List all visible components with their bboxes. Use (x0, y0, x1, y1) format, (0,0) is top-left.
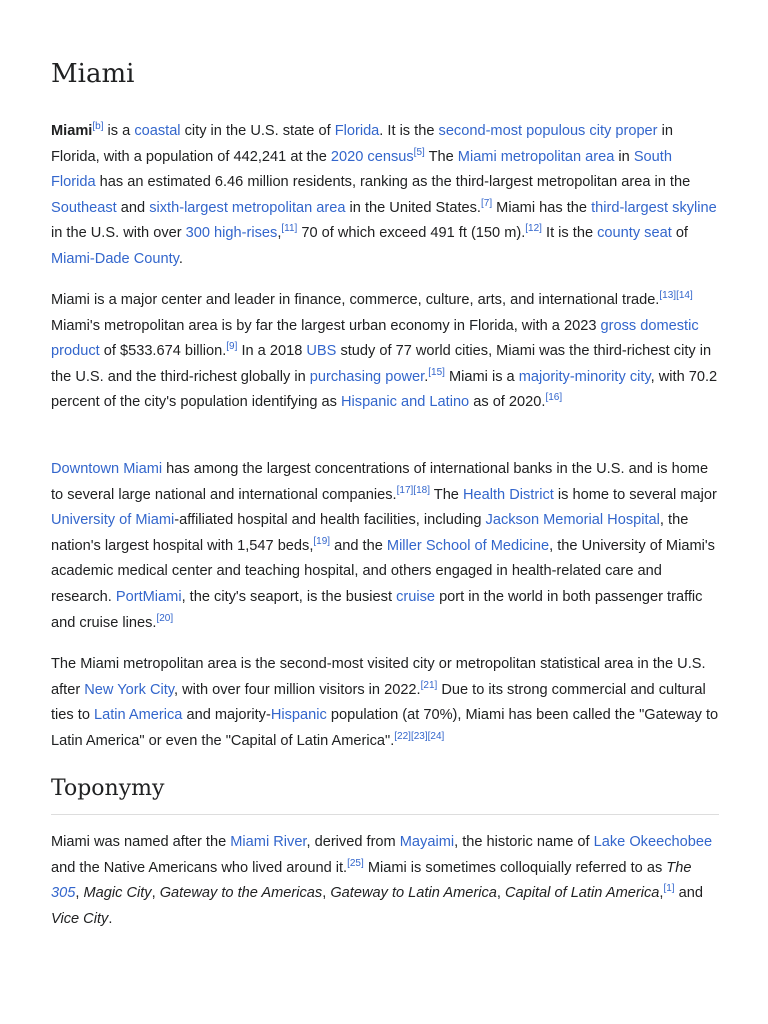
ref-link-9[interactable]: [9] (226, 341, 238, 353)
link-latin-america[interactable]: Latin America (94, 707, 183, 724)
link-coastal[interactable]: coastal (134, 123, 181, 139)
link-third-largest-skyline[interactable]: third-largest skyline (591, 199, 717, 216)
link-gross-domestic-product[interactable]: gross domestic product (51, 317, 699, 360)
ref-link-14[interactable]: [14] (676, 290, 693, 302)
link-new-york-city[interactable]: New York City (84, 681, 175, 698)
link-majority-minority-city[interactable]: majority-minority city (518, 368, 651, 385)
downtown-paragraph: Downtown Miami has among the largest concentrations of international banks in the U.S. and is home to several large national and international companies.[17][18] The Health District is home to several major University of Miami-affiliated hospital and health facilities, including Jackson Memorial Hospital, the nation's largest hospital with 1,547 beds,[19] and the Miller School of Medicine, the University of Miami's academic medical center and teaching hospital, and others engaged in health-related care and research. PortMiami, the city's seaport, is the busiest cruise port in the world in both passenger traffic and cruise lines.[20] (51, 461, 717, 631)
toponymy-paragraph: Miami was named after the Miami River, derived from Mayaimi, the historic name of Lake Okeechobee and the Native Americans who lived around it.[25] Miami is sometimes colloquially referred to as The 305, Magic City, Gateway to the Americas, Gateway to Latin America, Capital of Latin America,[1] and Vice City. (51, 834, 713, 927)
link-county-seat[interactable]: county seat (597, 225, 672, 242)
link-hispanic[interactable]: Hispanic (270, 707, 327, 724)
link-purchasing-power[interactable]: purchasing power (309, 368, 425, 385)
tourism-paragraph: The Miami metropolitan area is the second-most visited city or metropolitan statistical area in the U.S. after New York City, with over four million visitors in 2022.[21] Due to its strong commercial and cultural ties to Latin America and majority-Hispanic population (at 70%), Miami has been called the "Gateway to Latin America" or even the "Capital of Latin America".[22][23][24] (51, 656, 719, 749)
ref-link-23[interactable]: [23] (410, 730, 428, 742)
intro-paragraph: Miami[b] is a coastal city in the U.S. state of Florida. It is the second-most populous city proper in Florida, with a population of 442,241 at the 2020 census[5] The Miami metropolitan area in South Florida has an estimated 6.46 million residents, ranking as the third-largest metropolitan area in the Southeast and sixth-largest metropolitan area in the United States.[7] Miami has the third-largest skyline in the U.S. with over 300 high-rises,[11] 70 of which exceed 491 ft (150 m).[12] It is the county seat of Miami-Dade County. (51, 121, 717, 267)
link-high-rises[interactable]: 300 high-rises (185, 225, 278, 242)
ref-link-7[interactable]: [7] (480, 197, 493, 209)
ref-link-17[interactable]: [17] (396, 484, 414, 496)
link-lake-okeechobee[interactable]: Lake Okeechobee (593, 834, 713, 850)
ref-link-5[interactable]: [5] (413, 146, 425, 158)
link-portmiami[interactable]: PortMiami (115, 588, 182, 605)
link-sixth-largest-metro[interactable]: sixth-largest metropolitan area (149, 199, 346, 216)
link-florida[interactable]: Florida (334, 123, 380, 139)
link-jackson-memorial-hospital[interactable]: Jackson Memorial Hospital (485, 512, 660, 529)
link-miami-river[interactable]: Miami River (230, 834, 307, 850)
economy-paragraph: Miami is a major center and leader in finance, commerce, culture, arts, and international trade.[13][14] Miami's metropolitan area is by far the largest urban economy in Florida, with a 2023 gross domestic product of $533.674 billion.[9] In a 2018 UBS study of 77 world cities, Miami was the third-richest city in the U.S. and the third-richest globally in purchasing power.[15] Miami is a majority-minority city, with 70.2 percent of the city's population identifying as Hispanic and Latino as of 2020.[16] (51, 290, 718, 411)
ref-link-11[interactable]: [11] (281, 223, 298, 235)
link-miller-school-of-medicine[interactable]: Miller School of Medicine (386, 537, 550, 554)
link-cruise[interactable]: cruise (396, 588, 436, 605)
link-south-florida[interactable]: South Florida (51, 148, 672, 191)
link-hispanic-and-latino[interactable]: Hispanic and Latino (340, 394, 470, 411)
ref-link-18[interactable]: [18] (413, 484, 430, 496)
ref-link-25[interactable]: [25] (347, 857, 364, 869)
link-2020-census[interactable]: 2020 census (330, 148, 414, 165)
ref-link-24[interactable]: [24] (427, 730, 445, 742)
link-university-of-miami[interactable]: University of Miami (51, 512, 175, 529)
link-southeast[interactable]: Southeast (51, 199, 117, 216)
link-miami-metropolitan-area[interactable]: Miami metropolitan area (457, 148, 615, 165)
link-305[interactable]: 305 (51, 885, 76, 902)
link-ubs[interactable]: UBS (306, 343, 337, 360)
ref-link-21[interactable]: [21] (420, 679, 438, 691)
note-link-b[interactable]: [b] (92, 121, 104, 133)
ref-link-22[interactable]: [22] (394, 730, 411, 742)
link-second-most-populous[interactable]: second-most populous city proper (438, 123, 658, 139)
ref-link-12[interactable]: [12] (525, 223, 542, 235)
ref-link-19[interactable]: [19] (313, 535, 331, 547)
ref-link-16[interactable]: [16] (545, 392, 563, 404)
section-heading-toponymy: Toponymy (51, 774, 719, 815)
bold-subject: Miami (51, 123, 93, 139)
page-title: Miami (51, 59, 135, 89)
link-miami-dade-county[interactable]: Miami-Dade County (51, 250, 179, 267)
ref-link-15[interactable]: [15] (428, 366, 445, 378)
link-downtown-miami[interactable]: Downtown Miami (51, 461, 163, 477)
ref-link-13[interactable]: [13] (659, 290, 677, 302)
link-health-district[interactable]: Health District (462, 486, 554, 503)
ref-link-1[interactable]: [1] (663, 883, 675, 895)
link-mayaimi[interactable]: Mayaimi (399, 834, 455, 850)
ref-link-20[interactable]: [20] (156, 612, 174, 624)
